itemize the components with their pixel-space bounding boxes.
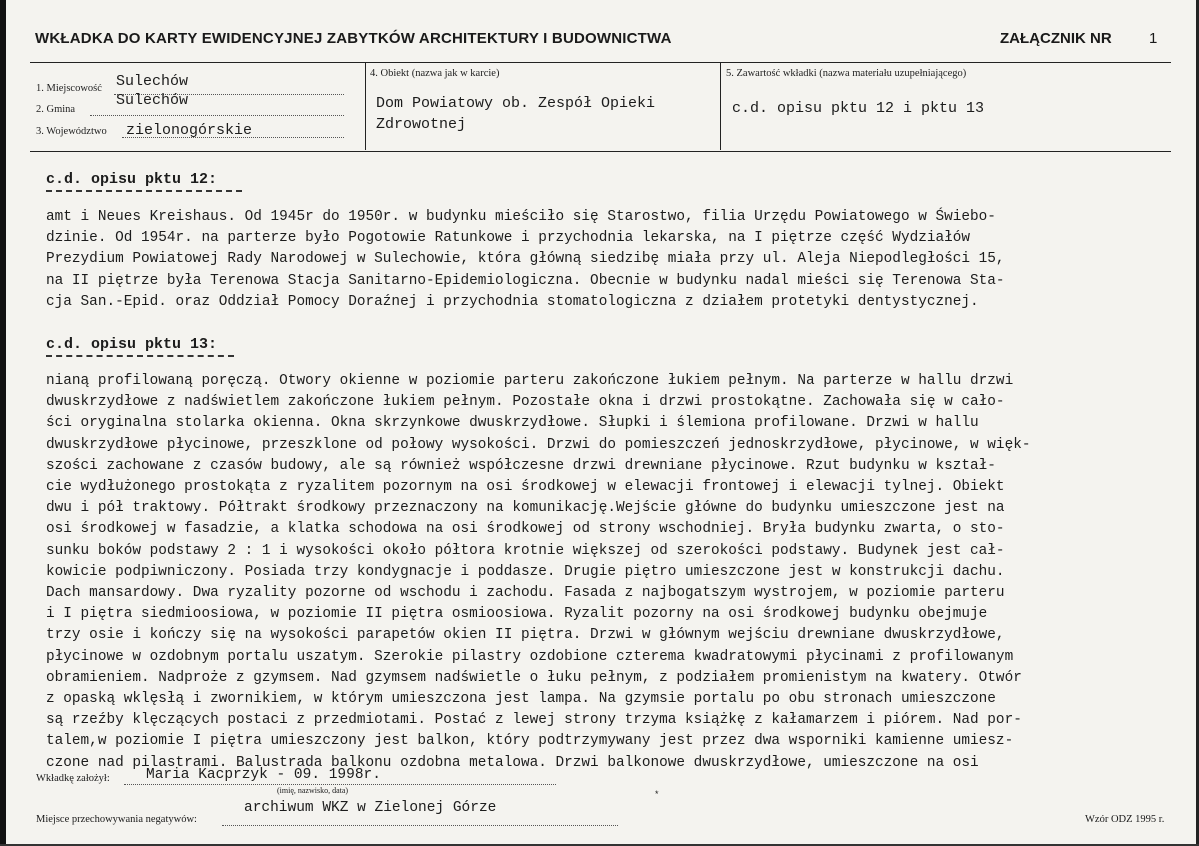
section-12-line: dzinie. Od 1954r. na parterze było Pogotowie Ratunkowe i przychodnia lekarska, na I piętrze część Wydziałów <box>46 230 971 247</box>
form-version: Wzór ODZ 1995 r. <box>1085 814 1165 825</box>
section-13-line: płycinowe w ozdobnym portalu uszatym. Szerokie pilastry ozdobione czterema kwadratowymi płycinami z profilowanym <box>46 648 1014 665</box>
storage-label: Miejsce przechowywania negatywów: <box>36 814 197 825</box>
section-13-line: osi środkowej w fasadzie, a klatka schodowa na osi środkowej od strony wschodniej. Bryła budynku zwarta, o sto- <box>46 521 1005 538</box>
storage-value: archiwum WKZ w Zielonej Górze <box>244 800 497 816</box>
section-13-line: Dach mansardowy. Dwa ryzality pozorne od wschodu i zachodu. Fasada z najbogatszym wystrojem, w poziomie parteru <box>46 585 1005 602</box>
section-13-line: trzy osie i kończy się na wysokości parapetów okien II piętra. Drzwi w głównym wejściu drewniane dwuskrzydłowe, <box>46 627 1005 644</box>
section-13-line: dwu i pół traktowy. Półtrakt środkowy przeznaczony na komunikację.Wejście główne do budynku umieszczone jest na <box>46 500 1005 517</box>
founder-dots <box>124 784 556 785</box>
scan-edge-left <box>0 0 6 846</box>
section-13-line: obramieniem. Nadproże z gzymsem. Nad gzymsem nadświetle o łuku pełnym, z podziałem promienistym na kwatery. Otwór <box>46 669 1022 686</box>
section-12-line: na II piętrze była Terenowa Stacja Sanitarno-Epidemiologiczna. Obecnie w budynku nadal mieści się Terenowa Sta- <box>46 272 1005 289</box>
section-12-heading-underline <box>46 190 242 192</box>
locality-value: Sulechów <box>116 73 189 90</box>
section-13-line: dwuskrzydłowe z nadświetlem zakończone łukiem pełnym. Pozostałe okna i drzwi prostokątne. Zachowała się w cało- <box>46 394 1005 411</box>
form-title: WKŁADKA DO KARTY EWIDENCYJNEJ ZABYTKÓW ARCHITEKTURY I BUDOWNICTWA <box>35 30 672 47</box>
voivodeship-value: zielonogórskie <box>126 122 253 139</box>
object-value-line-2: Zdrowotnej <box>376 116 467 133</box>
field-divider-1 <box>365 62 366 150</box>
section-13-text <box>46 371 1172 774</box>
content-value: c.d. opisu pktu 12 i pktu 13 <box>732 100 985 117</box>
section-13-line: i I piętra siedmioosiowa, w poziomie II piętra osmioosiowa. Ryzalit pozorny na osi środkowej budynku obejmuje <box>46 606 988 623</box>
section-12-line: Prezydium Powiatowej Rady Narodowej w Sulechowie, która główną siedzibę miała przy ul. Aleja Niepodległości 15, <box>46 251 1005 268</box>
section-13-line: ści oryginalna stolarka okienna. Okna skrzynkowe dwuskrzydłowe. Słupki i ślemiona profilowane. Drzwi w hallu <box>46 415 979 432</box>
founder-label: Wkładkę założył: <box>36 773 110 784</box>
storage-dots <box>222 825 618 826</box>
attachment-number: 1 <box>1149 30 1158 47</box>
section-12-line: cja San.-Epid. oraz Oddział Pomocy Doraźnej i przychodnia stomatologiczna z działem protetyki dentystycznej. <box>46 293 979 310</box>
section-13-line: czone nad pilastrami. Balustrada balkonu ozdobna metalowa. Drzwi balkonowe dwuskrzydłowe, umieszczone na osi <box>46 754 979 771</box>
field-divider-2 <box>720 62 721 150</box>
locality-label: 1. Miejscowość <box>36 83 102 94</box>
section-13-line: talem,w poziomie I piętra umieszczony jest balkon, który podtrzymywany jest przez dwa wsporniki kamienne umiesz- <box>46 733 1014 750</box>
founder-hint: (imię, nazwisko, data) <box>277 786 349 795</box>
section-13-line: cie wydłużonego prostokąta z ryzalitem pozornym na osi środkowej w elewacji frontowej i elewacji tylnej. Obiekt <box>46 479 1005 496</box>
asterisk-mark: * <box>655 789 659 799</box>
object-label: 4. Obiekt (nazwa jak w karcie) <box>370 68 500 79</box>
section-13-line: z opaską wklęsłą i zwornikiem, w którym umieszczona jest lampa. Na gzymsie portalu po obu stronach umieszczone <box>46 691 996 708</box>
founder-value: Maria Kacprzyk - 09. 1998r. <box>146 767 381 783</box>
section-13-line: sunku boków podstawy 2 : 1 i wysokości około półtora krotnie większej od szerokości podstawy. Budynek jest cał- <box>46 542 1005 559</box>
voivodeship-label: 3. Województwo <box>36 126 107 137</box>
section-12-line: amt i Neues Kreishaus. Od 1945r do 1950r. w budynku mieściło się Starostwo, filia Urzędu Powiatowego w Świebo- <box>46 209 996 225</box>
section-13-line: dwuskrzydłowe płycinowe, przeszklone od połowy wysokości. Drzwi do pomieszczeń jednoskrzydłowe, płycinowe, w więk- <box>46 436 1031 453</box>
section-13-heading-underline <box>46 355 234 357</box>
section-12-heading: c.d. opisu pktu 12: <box>46 171 218 188</box>
section-13-line: kowicie podpiwniczony. Posiada trzy kondygnacje i poddasze. Drugie piętro umieszczone jest w konstrukcji dachu. <box>46 563 1005 580</box>
section-12-text <box>46 207 1172 313</box>
object-value-line-1: Dom Powiatowy ob. Zespół Opieki <box>376 95 656 112</box>
section-13-line: szości zachowane z czasów budowy, ale są również współczesne drzwi drewniane płycinowe. Rzut budynku w kształ- <box>46 457 996 474</box>
commune-value: Sulechów <box>116 92 189 109</box>
section-13-heading: c.d. opisu pktu 13: <box>46 336 218 353</box>
attachment-label: ZAŁĄCZNIK NR <box>1000 30 1112 47</box>
voivodeship-dots <box>122 137 344 138</box>
section-13-line: nianą profilowaną poręczą. Otwory okienne w poziomie parteru zakończone łukiem pełnym. Na parterze w hallu drzwi <box>46 373 1014 389</box>
commune-dots <box>90 115 344 116</box>
section-13-line: są rzeźby klęczących postaci z przedmiotami. Postać z lewej strony trzyma książkę z kałamarzem i piórem. Nad por- <box>46 712 1022 729</box>
commune-label: 2. Gmina <box>36 104 76 115</box>
content-label: 5. Zawartość wkładki (nazwa materiału uzupełniającego) <box>726 68 967 79</box>
